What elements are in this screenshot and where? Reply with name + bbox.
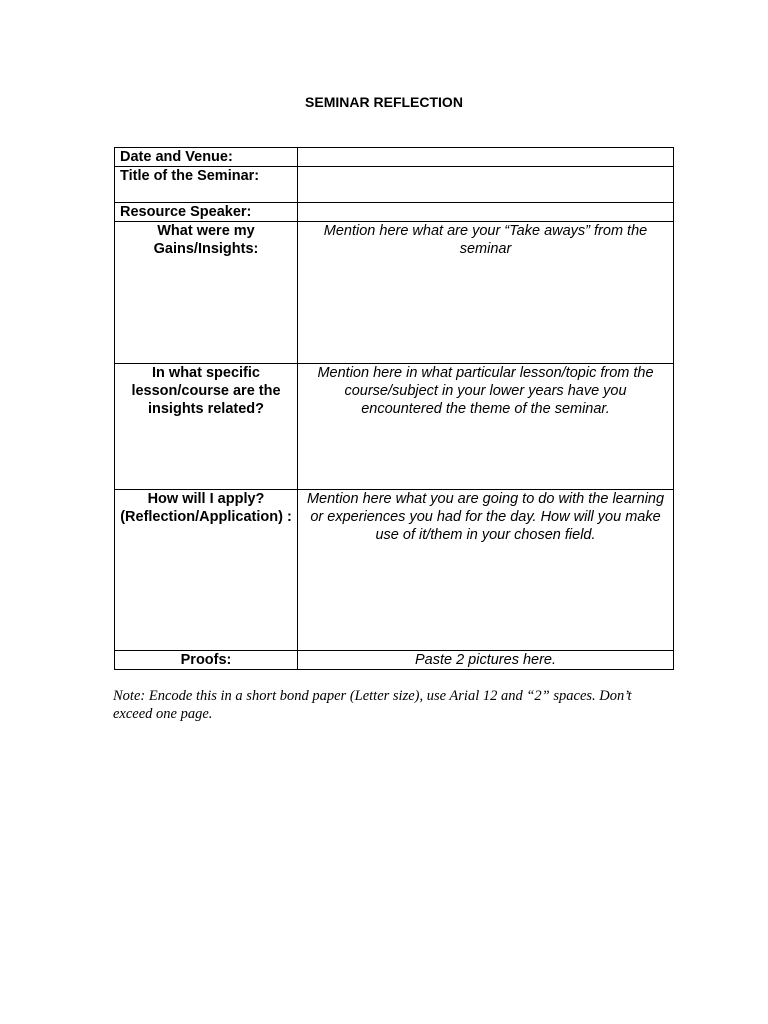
gains-field[interactable]: Mention here what are your “Take aways” from the seminar [298,222,674,364]
table-row-seminar-title [115,167,674,203]
page-title: SEMINAR REFLECTION [305,94,463,110]
date-venue-field[interactable] [298,148,674,167]
seminar-title-label: Title of the Seminar: [115,167,298,203]
resource-speaker-label: Resource Speaker: [115,203,298,222]
format-note: Note: Encode this in a short bond paper (Letter size), use Arial 12 and “2” spaces. Don’t exceed one page. [113,688,632,722]
proofs-label: Proofs: [115,651,298,670]
table-row-date-venue [115,148,674,167]
seminar-title-field[interactable] [298,167,674,203]
table-row-gains [115,222,674,364]
date-venue-label: Date and Venue: [115,148,298,167]
gains-label: What were my Gains/Insights: [115,222,298,364]
apply-field[interactable]: Mention here what you are going to do with the learning or experiences you had for the day. How will you make use of it/them in your chosen field. [298,490,674,651]
table-row-resource-speaker [115,203,674,222]
table-row-proofs [115,651,674,670]
table-row-lesson [115,364,674,490]
lesson-field[interactable]: Mention here in what particular lesson/topic from the course/subject in your lower years have you encountered the theme of the seminar. [298,364,674,490]
seminar-reflection-table [114,147,674,670]
apply-label: How will I apply? (Reflection/Application) : [115,490,298,651]
resource-speaker-field[interactable] [298,203,674,222]
lesson-label: In what specific lesson/course are the insights related? [115,364,298,490]
proofs-field[interactable]: Paste 2 pictures here. [298,651,674,670]
table-row-apply [115,490,674,651]
